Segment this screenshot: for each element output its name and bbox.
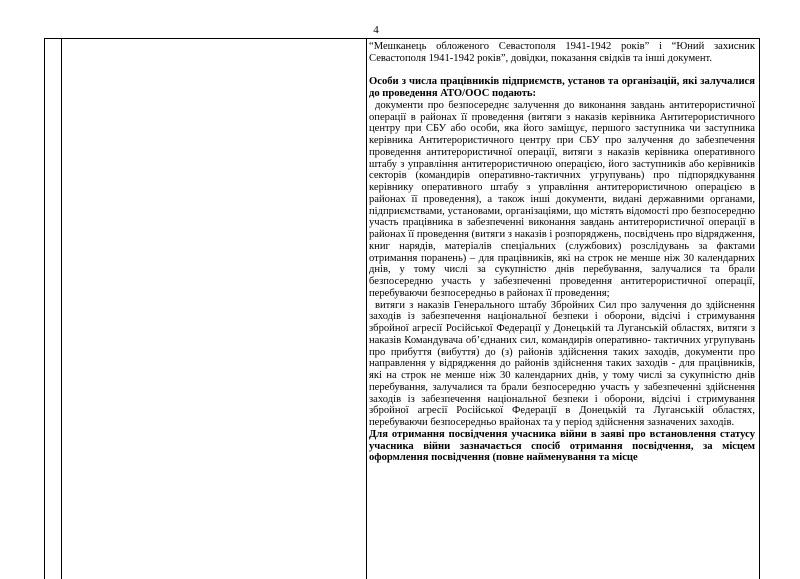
content-cell (369, 41, 755, 464)
paragraph-gap (369, 65, 755, 77)
paragraph-ato-documents: документи про безпосереднє залучення до виконання завдань антитерористичної операції в районах її проведення (витяги з наказів керівника Антитерористичного центру при СБУ або особи, яка його заміщує, першого заступника чи заступника керівника Антитерористичного центру при СБУ про залучення до забезпечення проведення антитерористичної операції, витяги з наказів керівника оперативного штабу з управління антитерористичною операцією, його заступників або керівників секторів (командирів оперативно-тактичних угрупувань) про підпорядкування керівнику оперативного штабу з управління антитерористичною операцією в районах її проведення), а також інші документи, видані державними органами, підприємствами, установами, організаціями, що містять відомості про безпосередню участь працівника в забезпеченні виконання завдань антитерористичної операції в районах її проведення (витяги з наказів і розпоряджень, посвідчень про відрядження, книг нарядів, матеріалів спеціальних (службових) розслідувань за фактами отримання поранень) – для працівників, які на строк не менше ніж 30 календарних днів, у тому числі за сукупністю днів перебування, залучалися та брали безпосередню участь у забезпеченні проведення антитерористичної операції, перебуваючи безпосередньо в районах її проведення; (369, 99, 755, 299)
heading-ato-participants: Особи з числа працівників підприємств, установ та організацій, які залучалися до проведення АТО/ООС подають: (369, 76, 755, 99)
document-table (44, 38, 760, 579)
column-divider-1 (61, 39, 62, 579)
table-border-left (44, 39, 45, 579)
column-divider-2 (366, 39, 367, 579)
table-border-right (759, 39, 760, 579)
documents-list-continuation: “Мешканець обложеного Севастополя 1941-1942 років” і “Юний захисник Севастополя 1941-1942 років”, довідки, показання свідків та інші документ. (369, 41, 755, 64)
paragraph-certificate-method: Для отримання посвідчення учасника війни в заяві про встановлення статусу учасника війни зазначається спосіб отримання посвідчення, за місцем оформлення посвідчення (повне найменування та місце (369, 428, 755, 464)
page-number: 4 (373, 24, 379, 36)
paragraph-oos-documents: витяги з наказів Генерального штабу Збройних Сил про залучення до здійснення заходів із забезпечення національної безпеки і оборони, відсічі і стримування збройної агресії Російської Федерації у Донецькій та Луганській областях, витяги з наказів Командувача об’єднаних сил, командирів оперативно- тактичних угрупувань про прибуття (вибуття) до (з) районів здійснення таких заходів, документи про направлення у відрядження до районів здійснення таких заходів - для працівників, які на строк не менше ніж 30 календарних днів, у тому числі за сукупністю днів перебування, залучалися та брали безпосередню участь у забезпеченні здійснення заходів із забезпечення національної безпеки і оборони, відсічі і стримування збройної агресії Російської Федерації в Донецькій та Луганській областях, перебуваючи безпосередньо врайонах та у період здійснення зазначених заходів. (369, 299, 755, 428)
